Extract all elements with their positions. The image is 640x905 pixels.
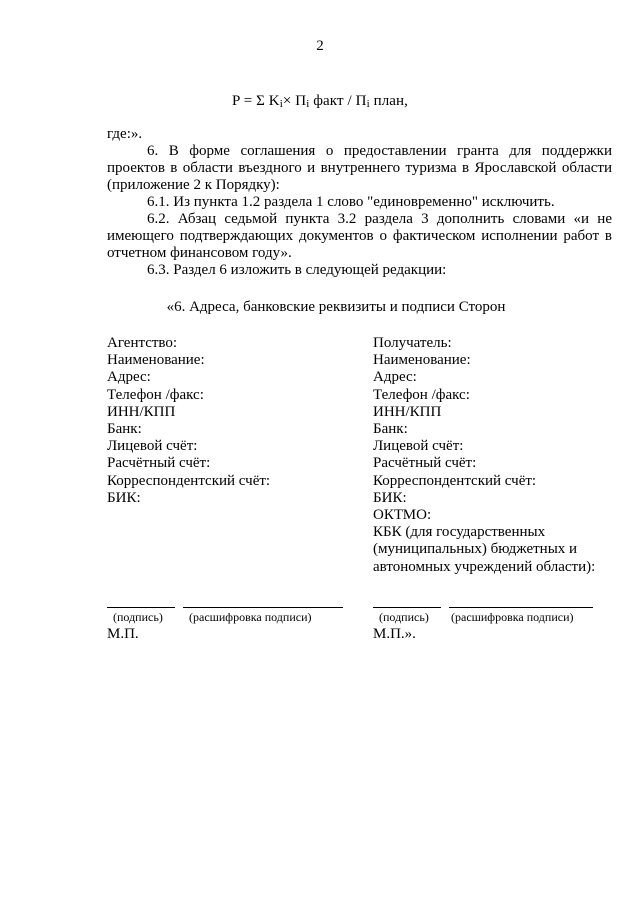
recipient-field: Корреспондентский счёт:	[373, 472, 537, 489]
recipient-field: Расчётный счёт:	[373, 455, 477, 472]
agency-field: Телефон /факс:	[107, 386, 204, 403]
signature-decode-caption: (расшифровка подписи)	[451, 610, 574, 624]
agency-field: ИНН/КПП	[107, 403, 176, 420]
recipient-field: БИК:	[373, 489, 407, 506]
agency-signature-block	[107, 595, 312, 643]
recipient-field: Наименование:	[373, 352, 471, 369]
formula-k-subscript: i	[279, 98, 283, 110]
agency-field: Расчётный счёт:	[107, 455, 211, 472]
agency-field: Корреспондентский счёт:	[107, 472, 271, 489]
page-number: 2	[316, 38, 324, 54]
agency-field: Агентство:	[107, 335, 178, 351]
paragraph-where: где:».	[107, 126, 143, 142]
agency-field: Банк:	[107, 421, 142, 438]
recipient-field: Адрес:	[373, 369, 417, 386]
agency-details	[107, 335, 347, 507]
recipient-field: Получатель:	[373, 335, 452, 351]
signature-decode-line	[449, 607, 593, 608]
recipient-field: Банк:	[373, 421, 408, 438]
stamp-label: М.П.	[107, 626, 139, 642]
signature-caption: (подпись)	[113, 610, 163, 624]
body-text	[107, 126, 612, 279]
formula-times: × П	[282, 93, 307, 109]
signature-decode-line	[183, 607, 343, 608]
recipient-field: ОКТМО:	[373, 507, 432, 524]
signature-lines	[107, 595, 139, 609]
signature-line	[373, 607, 441, 608]
signature-line	[107, 607, 175, 608]
formula-end: план,	[369, 93, 409, 109]
signature-captions	[107, 609, 312, 625]
signature-captions	[373, 609, 574, 625]
signature-lines	[373, 595, 416, 609]
agency-field: БИК:	[107, 489, 141, 506]
formula-p-subscript: i	[306, 98, 310, 110]
agency-field: Наименование:	[107, 352, 205, 369]
recipient-field-kbk: КБК (для государственных (муниципальных) бюджетных и автономных учреждений области):	[373, 524, 596, 575]
paragraph-6-3: 6.3. Раздел 6 изложить в следующей редакции:	[147, 262, 447, 278]
agency-field: Адрес:	[107, 369, 151, 386]
recipient-field: Лицевой счёт:	[373, 438, 464, 455]
signature-decode-caption: (расшифровка подписи)	[189, 610, 312, 624]
agency-field: Лицевой счёт:	[107, 438, 198, 455]
recipient-signature-block	[373, 595, 574, 643]
recipient-field: ИНН/КПП	[373, 403, 442, 420]
signature-caption: (подпись)	[379, 610, 429, 624]
paragraph-6-1: 6.1. Из пункта 1.2 раздела 1 слово "единовременно" исключить.	[147, 194, 555, 210]
formula-mid: факт / П	[309, 93, 367, 109]
paragraph-6: 6. В форме соглашения о предоставлении гранта для поддержки проектов в области въездного и внутреннего туризма в Ярославской области (приложение 2 к Порядку):	[107, 143, 612, 193]
section-heading: «6. Адреса, банковские реквизиты и подписи Сторон	[166, 299, 506, 315]
formula	[0, 93, 640, 111]
formula-p2-subscript: i	[366, 98, 370, 110]
paragraph-6-2: 6.2. Абзац седьмой пункта 3.2 раздела 3 дополнить словами «и не имеющего подтверждающих документов о фактическом исполнении работ в отчетном финансовом году».	[107, 211, 612, 261]
stamp-label: М.П.».	[373, 626, 416, 642]
formula-lhs: P = Σ K	[231, 93, 280, 109]
recipient-details	[373, 335, 613, 576]
recipient-field: Телефон /факс:	[373, 386, 470, 403]
